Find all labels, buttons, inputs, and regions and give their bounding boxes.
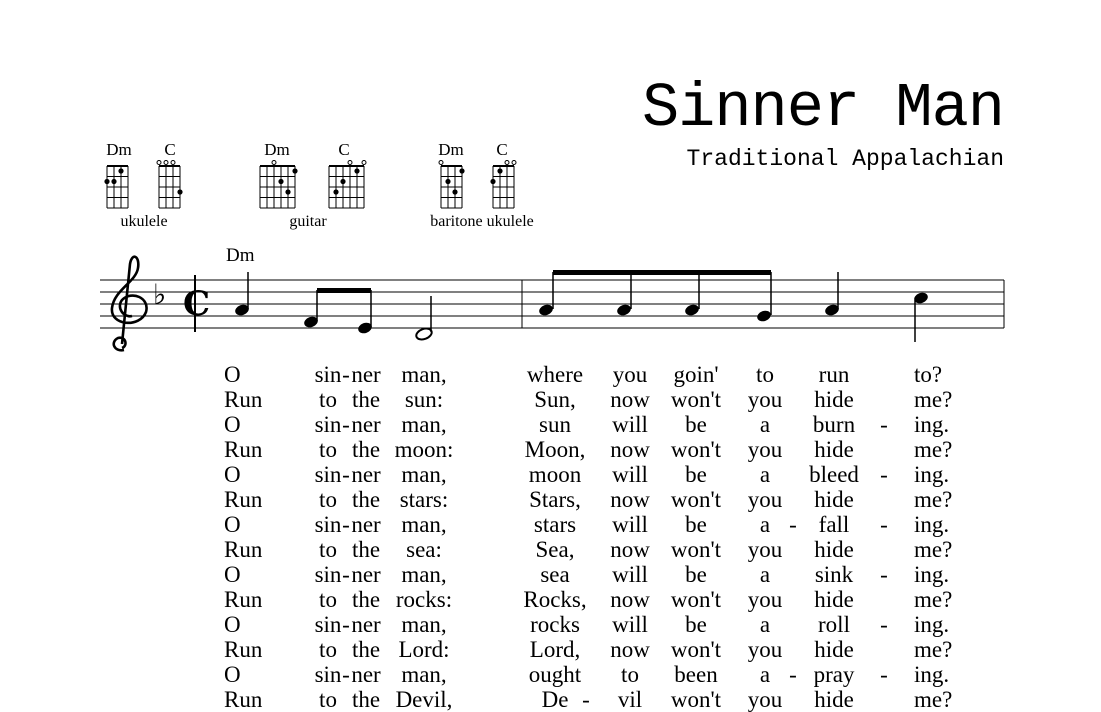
instrument-label-ukulele: ukulele: [120, 213, 168, 230]
lyric-syllable: ner: [351, 562, 381, 587]
lyric-syllable: now: [610, 437, 650, 462]
lyric-syllable: to?: [914, 362, 943, 387]
svg-text:C: C: [183, 284, 211, 324]
note-7: [684, 272, 701, 317]
lyric-syllable: sea:: [406, 537, 442, 562]
lyric-syllable: me?: [914, 687, 953, 712]
lyric-syllable: me?: [914, 487, 953, 512]
lyric-syllable: man,: [401, 362, 447, 387]
lyric-hyphen: -: [342, 562, 350, 587]
lyric-syllable: sin: [314, 362, 342, 387]
lyric-syllable: won't: [670, 387, 722, 412]
flat-icon: ♭: [153, 278, 167, 311]
lyric-syllable: a: [759, 412, 771, 437]
lyric-hyphen: -: [880, 512, 888, 537]
lyric-hyphen: -: [342, 412, 350, 437]
lyric-syllable: moon: [528, 462, 582, 487]
lyric-hyphen: -: [880, 662, 888, 687]
lyric-syllable: to: [319, 687, 337, 712]
chord-name-baritone-dm: Dm: [438, 140, 464, 159]
lyric-syllable: Moon,: [524, 437, 586, 462]
chord-name-guitar-c: C: [338, 140, 350, 159]
lyric-syllable: won't: [670, 537, 722, 562]
lyric-syllable: rocks: [530, 612, 580, 637]
note-5: [538, 272, 555, 317]
lyric-syllable: ner: [351, 612, 381, 637]
lyric-syllable: a: [759, 512, 771, 537]
lyric-syllable: man,: [401, 512, 447, 537]
lyric-syllable: O: [224, 512, 241, 537]
lyric-syllable: ing.: [914, 512, 950, 537]
lyric-hyphen: -: [582, 687, 590, 712]
lyric-syllable: be: [685, 612, 707, 637]
note-2: [303, 290, 320, 329]
lyric-syllable: sin: [314, 462, 342, 487]
lyric-syllable: won't: [670, 637, 722, 662]
lyric-syllable: Run: [224, 587, 263, 612]
lyric-syllable: where: [526, 362, 584, 387]
lyric-syllable: will: [612, 412, 648, 437]
lyric-syllable: De: [541, 687, 569, 712]
lyric-hyphen: -: [342, 662, 350, 687]
lyric-syllable: will: [612, 612, 648, 637]
note-3: [357, 290, 374, 335]
lyric-syllable: ing.: [914, 412, 950, 437]
lyric-syllable: stars: [533, 512, 577, 537]
lyric-syllable: me?: [914, 387, 953, 412]
lyric-syllable: hide: [814, 687, 854, 712]
lyric-syllable: ing.: [914, 662, 950, 687]
lyric-syllable: be: [685, 562, 707, 587]
lyric-syllable: you: [747, 587, 783, 612]
lyric-syllable: you: [747, 437, 783, 462]
lyric-syllable: now: [610, 487, 650, 512]
lyric-syllable: hide: [814, 537, 854, 562]
lyric-syllable: Run: [224, 537, 263, 562]
lyric-syllable: hide: [814, 637, 854, 662]
lyric-syllable: to: [756, 362, 774, 387]
lyric-syllable: run: [818, 362, 850, 387]
lyric-syllable: ner: [351, 512, 381, 537]
lyric-syllable: sin: [314, 662, 342, 687]
lyric-syllable: hide: [814, 487, 854, 512]
lyric-syllable: me?: [914, 437, 953, 462]
lyric-syllable: O: [224, 562, 241, 587]
lyric-hyphen: -: [880, 462, 888, 487]
lyric-syllable: the: [351, 687, 381, 712]
lyric-syllable: you: [612, 362, 648, 387]
lyric-syllable: will: [612, 462, 648, 487]
instrument-label-baritone: baritone ukulele: [430, 213, 534, 230]
lyric-hyphen: -: [342, 612, 350, 637]
lyric-syllable: you: [747, 637, 783, 662]
song-title: Sinner Man: [641, 73, 1004, 144]
chord-name-guitar-dm: Dm: [264, 140, 290, 159]
beam-1: [317, 288, 371, 293]
note-6: [616, 272, 633, 317]
lyric-syllable: stars:: [399, 487, 449, 512]
chord-name-ukulele-dm: Dm: [106, 140, 132, 159]
lyric-syllable: ner: [351, 412, 381, 437]
lyric-syllable: Sun,: [534, 387, 576, 412]
lyric-syllable: man,: [401, 412, 447, 437]
lyric-syllable: hide: [814, 587, 854, 612]
lyric-syllable: sink: [814, 562, 854, 587]
lyric-syllable: ing.: [914, 462, 950, 487]
lyric-syllable: rocks:: [395, 587, 453, 612]
lyric-syllable: sin: [314, 612, 342, 637]
lyric-syllable: moon:: [394, 437, 454, 462]
lyric-syllable: O: [224, 662, 241, 687]
lyric-syllable: to: [319, 437, 337, 462]
lyric-syllable: will: [612, 562, 648, 587]
lyric-syllable: a: [759, 662, 771, 687]
cut-time-icon: [183, 275, 210, 332]
lyric-syllable: the: [351, 537, 381, 562]
lyric-syllable: won't: [670, 437, 722, 462]
lyric-syllable: won't: [670, 487, 722, 512]
lyric-hyphen: -: [342, 512, 350, 537]
lyric-syllable: be: [685, 412, 707, 437]
lyric-syllable: me?: [914, 587, 953, 612]
note-9: [824, 272, 841, 317]
lyric-syllable: me?: [914, 637, 953, 662]
lyric-syllable: be: [685, 512, 707, 537]
lyric-syllable: ner: [351, 462, 381, 487]
lyric-hyphen: -: [789, 662, 797, 687]
lyric-syllable: ner: [351, 662, 381, 687]
lyric-syllable: O: [224, 462, 241, 487]
lyric-syllable: Stars,: [529, 487, 581, 512]
lyric-syllable: Lord,: [529, 637, 581, 662]
lyric-syllable: me?: [914, 537, 953, 562]
chord-name-baritone-c: C: [496, 140, 508, 159]
lyric-syllable: sun: [539, 412, 571, 437]
lyric-syllable: sin: [314, 412, 342, 437]
lyric-syllable: Run: [224, 487, 263, 512]
lyric-hyphen: -: [342, 462, 350, 487]
lyric-syllable: Lord:: [398, 637, 450, 662]
lyric-syllable: the: [351, 487, 381, 512]
lyric-syllable: won't: [670, 587, 722, 612]
lyric-syllable: Rocks,: [523, 587, 587, 612]
beam-2: [553, 270, 771, 275]
chord-name-ukulele-c: C: [164, 140, 176, 159]
lyric-syllable: vil: [617, 687, 643, 712]
lyric-syllable: you: [747, 387, 783, 412]
note-1: [234, 272, 251, 317]
lyric-hyphen: -: [880, 412, 888, 437]
lyric-syllable: man,: [401, 662, 447, 687]
lyric-syllable: will: [612, 512, 648, 537]
lyric-syllable: sea: [540, 562, 570, 587]
lyric-syllable: the: [351, 637, 381, 662]
lyric-syllable: been: [674, 662, 718, 687]
lyric-syllable: now: [610, 537, 650, 562]
lyric-syllable: to: [319, 487, 337, 512]
lyric-syllable: a: [759, 462, 771, 487]
lyric-syllable: now: [610, 637, 650, 662]
lyric-syllable: be: [685, 462, 707, 487]
lyric-syllable: O: [224, 612, 241, 637]
lyric-syllable: a: [759, 562, 771, 587]
lyric-syllable: Run: [224, 637, 263, 662]
note-4-half: [415, 296, 433, 341]
lyric-syllable: man,: [401, 612, 447, 637]
lyric-syllable: you: [747, 487, 783, 512]
composer-credit: Traditional Appalachian: [686, 146, 1004, 172]
lyric-syllable: the: [351, 437, 381, 462]
lyric-syllable: burn: [812, 412, 856, 437]
instrument-label-guitar: guitar: [289, 213, 327, 230]
lyric-syllable: Run: [224, 687, 263, 712]
lyric-syllable: sin: [314, 562, 342, 587]
lyric-syllable: roll: [818, 612, 850, 637]
lyric-syllable: sun:: [404, 387, 444, 412]
lyric-syllable: ing.: [914, 612, 950, 637]
lyric-syllable: now: [610, 587, 650, 612]
lyric-syllable: man,: [401, 462, 447, 487]
lyric-syllable: ing.: [914, 562, 950, 587]
lyric-syllable: to: [319, 637, 337, 662]
lyric-syllable: you: [747, 687, 783, 712]
lyric-syllable: Run: [224, 387, 263, 412]
lyric-syllable: O: [224, 362, 241, 387]
lyric-syllable: Sea,: [535, 537, 575, 562]
lyric-syllable: sin: [314, 512, 342, 537]
lyric-syllable: man,: [401, 562, 447, 587]
lyric-syllable: goin': [673, 362, 719, 387]
staff-chord-symbol: Dm: [226, 245, 255, 266]
lyric-syllable: you: [747, 537, 783, 562]
lyric-syllable: the: [351, 587, 381, 612]
lyric-syllable: Devil,: [395, 687, 453, 712]
lyric-syllable: bleed: [809, 462, 859, 487]
lyric-syllable: to: [621, 662, 639, 687]
lyric-syllable: Run: [224, 437, 263, 462]
lyric-syllable: a: [759, 612, 771, 637]
lyric-hyphen: -: [342, 362, 350, 387]
lyric-syllable: pray: [813, 662, 855, 687]
lyric-syllable: hide: [814, 387, 854, 412]
lyric-hyphen: -: [880, 612, 888, 637]
lyric-syllable: ner: [351, 362, 381, 387]
lyric-syllable: now: [610, 387, 650, 412]
lyric-syllable: hide: [814, 437, 854, 462]
lyric-syllable: won't: [670, 687, 722, 712]
lyric-syllable: to: [319, 387, 337, 412]
lyric-syllable: ought: [528, 662, 582, 687]
lyric-syllable: to: [319, 537, 337, 562]
lyric-syllable: the: [351, 387, 381, 412]
lyric-syllable: to: [319, 587, 337, 612]
lyric-hyphen: -: [789, 512, 797, 537]
lyric-hyphen: -: [880, 562, 888, 587]
lyric-syllable: fall: [818, 512, 850, 537]
lyric-syllable: O: [224, 412, 241, 437]
